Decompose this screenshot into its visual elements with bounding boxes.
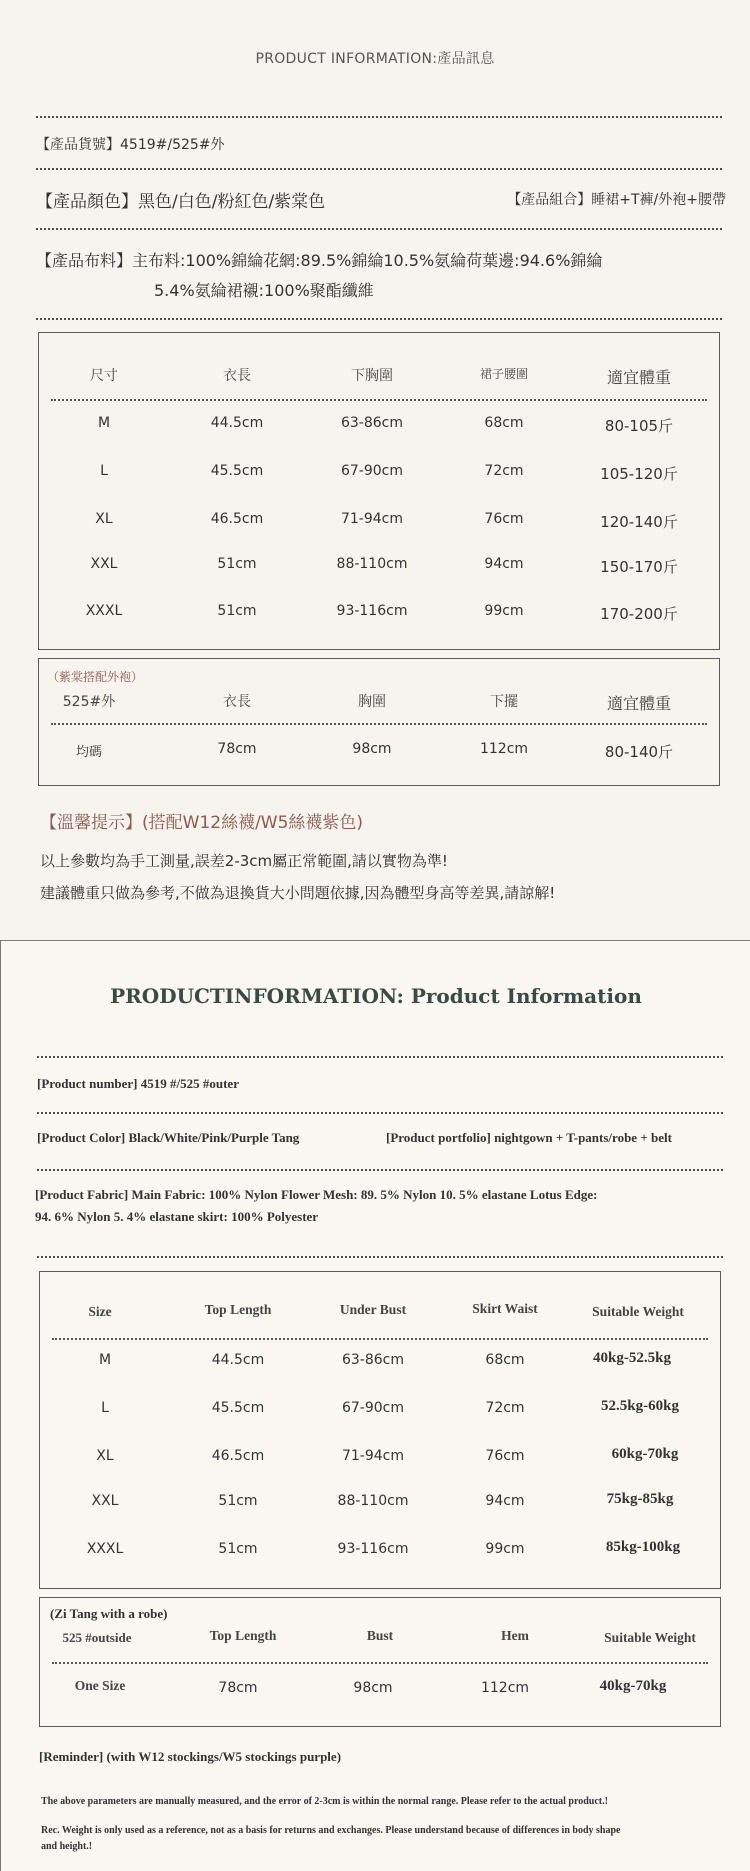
length-header: Top Length [204, 1302, 272, 1317]
cell: L [100, 463, 108, 479]
cell: XXXL [86, 1541, 124, 1557]
robe-weight-header: Suitable Weight [604, 1630, 696, 1645]
note-1: 以上參數均為手工測量,誤差2-3cm屬正常範圍,請以實物為準! [40, 852, 448, 870]
cell: 80-105斤 [604, 417, 674, 435]
size-table-en [39, 1271, 721, 1589]
robe-bust-header: Bust [366, 1628, 394, 1643]
cell: 68cm [485, 1352, 525, 1368]
cell: 72cm [484, 463, 524, 479]
cell: 76cm [484, 511, 524, 527]
cell: 51cm [218, 1493, 258, 1509]
dotted-divider [51, 399, 707, 401]
weight-header: Suitable Weight [592, 1304, 684, 1319]
cell: 93-116cm [336, 603, 408, 619]
robe-caption: （紫棠搭配外袍） [47, 670, 144, 684]
cell: XXL [90, 556, 118, 572]
cell: 98cm [353, 1680, 393, 1696]
dotted-divider [37, 1056, 723, 1058]
dotted-divider [37, 1169, 723, 1171]
size-header: Size [88, 1304, 112, 1319]
cell: One Size [74, 1678, 126, 1693]
cell: 71-94cm [340, 511, 403, 527]
product-color: 【產品顏色】黑色/白色/粉紅色/紫棠色 [36, 192, 326, 212]
cell: 78cm [217, 741, 257, 757]
cell: 71-94cm [341, 1448, 404, 1464]
dotted-divider [36, 318, 722, 320]
cell: 99cm [485, 1541, 525, 1557]
product-combo: 【產品組合】睡裙+T褲/外袍+腰帶 [507, 192, 726, 208]
weight-header: 適宜體重 [606, 368, 671, 387]
note-2-en: Rec. Weight is only used as a reference, not as a basis for returns and exchanges. Please understand because of differences in body shape [41, 1825, 621, 1836]
cell: 170-200斤 [600, 605, 678, 623]
robe-size-header: 525#外 [62, 694, 116, 710]
robe-weight-header: 適宜體重 [606, 694, 671, 713]
cell: 78cm [218, 1680, 258, 1696]
cell: 51cm [217, 556, 257, 572]
cell: 85kg-100kg [605, 1539, 681, 1555]
cell: 72cm [485, 1400, 525, 1416]
cell: 112cm [480, 1680, 530, 1696]
cell: 46.5cm [210, 511, 264, 527]
product-color-en: [Product Color] Black/White/Pink/Purple Tang [37, 1130, 300, 1145]
cell: 51cm [217, 603, 257, 619]
cell: 52.5kg-60kg [601, 1398, 679, 1414]
cell: XL [96, 1448, 114, 1464]
cell: 44.5cm [211, 1352, 265, 1368]
robe-table [38, 658, 720, 786]
dotted-divider [36, 168, 722, 170]
robe-length-header: Top Length [209, 1628, 277, 1643]
robe-table-en [39, 1597, 721, 1727]
note-1-en: The above parameters are manually measured, and the error of 2-3cm is within the normal range. Please refer to the actual product.! [41, 1796, 608, 1807]
cell: 63-86cm [341, 1352, 404, 1368]
cell: 40kg-70kg [599, 1678, 667, 1694]
dotted-divider [52, 1338, 708, 1340]
cell: 45.5cm [211, 1400, 265, 1416]
reminder-en: [Reminder] (with W12 stockings/W5 stockings purple) [39, 1749, 342, 1764]
cell: XXXL [85, 603, 123, 619]
cell: 94cm [485, 1493, 525, 1509]
product-portfolio-en: [Product portfolio] nightgown + T-pants/robe + belt [386, 1130, 672, 1145]
cell: M [98, 1352, 112, 1368]
cell: 93-116cm [337, 1541, 409, 1557]
cell: 98cm [352, 741, 392, 757]
reminder: 【溫馨提示】(搭配W12絲襪/W5絲襪紫色) [40, 813, 364, 833]
robe-size-header: 525 #outside [62, 1630, 132, 1645]
page-title-en: PRODUCTINFORMATION: Product Information [110, 984, 642, 1008]
cell: 99cm [484, 603, 524, 619]
product-number-en: [Product number] 4519 #/525 #outer [37, 1076, 239, 1091]
length-header: 衣長 [223, 368, 251, 384]
robe-hem-header: Hem [501, 1628, 529, 1643]
note-2: 建議體重只做為參考,不做為退換貨大小問題依據,因為體型身高等差異,請諒解! [40, 884, 556, 902]
robe-bust-header: 胸圍 [358, 694, 386, 710]
cell: 80-140斤 [604, 743, 674, 761]
page-title: PRODUCT INFORMATION:產品訊息 [255, 51, 495, 67]
cell: 40kg-52.5kg [593, 1350, 671, 1366]
size-header: 尺寸 [90, 368, 118, 384]
cell: 51cm [218, 1541, 258, 1557]
robe-hem-header: 下擺 [490, 694, 518, 710]
cell: M [97, 415, 111, 431]
dotted-divider [36, 116, 722, 118]
note-2b-en: and height.! [41, 1841, 93, 1852]
cell: XL [95, 511, 113, 527]
robe-caption-en: (Zi Tang with a robe) [50, 1606, 168, 1621]
cell: 150-170斤 [600, 558, 678, 576]
cell: 88-110cm [337, 1493, 409, 1509]
cell: 44.5cm [210, 415, 264, 431]
cell: 112cm [479, 741, 529, 757]
cell: 60kg-70kg [611, 1446, 679, 1462]
cell: 76cm [485, 1448, 525, 1464]
cell: 63-86cm [340, 415, 403, 431]
cell: L [101, 1400, 109, 1416]
product-fabric-en-line1: [Product Fabric] Main Fabric: 100% Nylon Flower Mesh: 89. 5% Nylon 10. 5% elastane Lotus Edge: [35, 1187, 598, 1202]
dotted-divider [37, 1112, 723, 1114]
product-fabric-en-line2: 94. 6% Nylon 5. 4% elastane skirt: 100% Polyester [35, 1209, 319, 1224]
cell: 68cm [484, 415, 524, 431]
cell: 45.5cm [210, 463, 264, 479]
size-table [38, 332, 720, 650]
cell: 46.5cm [211, 1448, 265, 1464]
english-info-section [0, 940, 750, 1871]
product-fabric-line1: 【產品布料】主布料:100%錦綸花網:89.5%錦綸10.5%氨綸荷葉邊:94.6%錦綸 [36, 251, 603, 270]
cell: 67-90cm [340, 463, 403, 479]
robe-length-header: 衣長 [223, 694, 251, 710]
product-number: 【產品貨號】4519#/525#外 [36, 137, 225, 153]
product-fabric-line2: 5.4%氨綸裙襯:100%聚酯纖維 [154, 281, 374, 300]
cell: 75kg-85kg [606, 1491, 674, 1507]
underbust-header: Under Bust [339, 1302, 407, 1317]
cell: 88-110cm [336, 556, 408, 572]
cell: 120-140斤 [600, 513, 678, 531]
dotted-divider [52, 1662, 708, 1664]
dotted-divider [37, 1256, 723, 1258]
waist-header: 裙子腰圍 [479, 367, 528, 381]
cell: 94cm [484, 556, 524, 572]
dotted-divider [51, 723, 707, 725]
dotted-divider [36, 228, 722, 230]
waist-header: Skirt Waist [472, 1301, 538, 1316]
cell: 105-120斤 [600, 465, 678, 483]
underbust-header: 下胸圍 [351, 368, 393, 384]
cell: 均碼 [75, 745, 102, 760]
cell: XXL [91, 1493, 119, 1509]
cell: 67-90cm [341, 1400, 404, 1416]
